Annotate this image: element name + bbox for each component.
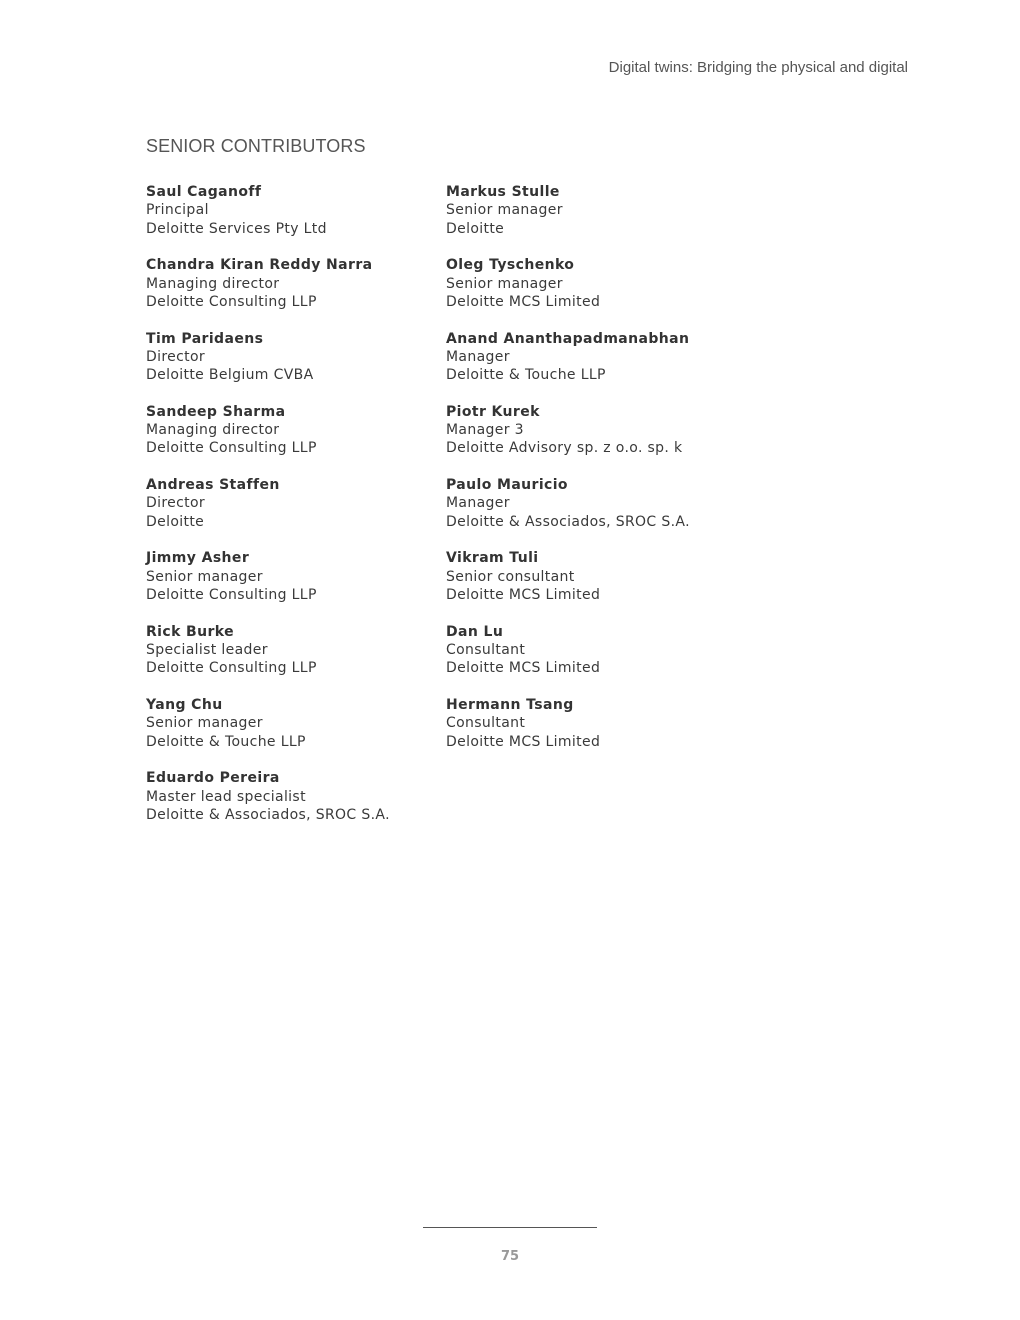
contributor-name: Andreas Staffen — [146, 477, 280, 494]
contributor-entry — [446, 256, 766, 329]
contributor-organization: Deloitte MCS Limited — [446, 660, 601, 677]
contributor-organization: Deloitte Belgium CVBA — [146, 367, 314, 384]
contributor-name: Yang Chu — [146, 697, 223, 714]
contributor-entry — [446, 183, 766, 256]
contributor-organization: Deloitte & Associados, SROC S.A. — [446, 513, 690, 530]
contributor-name: Eduardo Pereira — [146, 770, 280, 787]
contributor-name: Oleg Tyschenko — [446, 257, 575, 274]
contributor-name: Rick Burke — [146, 623, 235, 640]
contributor-organization: Deloitte MCS Limited — [446, 733, 601, 750]
contributor-entry — [446, 696, 766, 769]
contributor-name: Anand Ananthapadmanabhan — [446, 330, 690, 347]
contributor-entry — [146, 403, 436, 476]
contributor-organization: Deloitte Consulting LLP — [146, 440, 317, 457]
page-number: 75 — [500, 1249, 520, 1264]
contributor-role: Managing director — [146, 422, 280, 439]
section-title: SENIOR CONTRIBUTORS — [146, 136, 366, 156]
contributor-entry — [446, 549, 766, 622]
contributor-role: Managing director — [146, 275, 280, 292]
contributor-role: Senior manager — [446, 275, 563, 292]
contributor-entry — [446, 476, 766, 549]
contributor-name: Dan Lu — [446, 623, 504, 640]
contributor-entry — [446, 403, 766, 476]
contributor-role: Senior manager — [146, 568, 263, 585]
contributor-entry — [146, 476, 436, 549]
contributor-role: Manager — [446, 495, 510, 512]
contributor-name: Markus Stulle — [446, 184, 560, 200]
contributor-role: Consultant — [446, 715, 526, 732]
contributor-role: Master lead specialist — [146, 788, 306, 805]
contributor-entry — [446, 330, 766, 403]
contributor-role: Manager 3 — [446, 422, 524, 439]
contributor-name: Hermann Tsang — [446, 697, 574, 714]
contributor-organization: Deloitte Consulting LLP — [146, 293, 317, 310]
contributor-role: Senior consultant — [446, 568, 575, 585]
contributor-entry — [146, 256, 436, 329]
contributor-name: Piotr Kurek — [446, 403, 540, 420]
contributor-organization: Deloitte MCS Limited — [446, 293, 601, 310]
contributor-entry — [146, 696, 436, 769]
contributor-role: Senior manager — [146, 715, 263, 732]
contributor-organization: Deloitte — [446, 220, 505, 237]
contributor-organization: Deloitte Advisory sp. z o.o. sp. k — [446, 440, 683, 457]
contributor-role: Consultant — [446, 642, 526, 659]
contributors-right-column — [446, 183, 766, 769]
contributor-name: Paulo Mauricio — [446, 477, 568, 494]
contributor-role: Director — [146, 348, 206, 365]
contributor-role: Principal — [146, 202, 209, 219]
contributor-entry — [146, 183, 436, 256]
contributor-name: Sandeep Sharma — [146, 403, 286, 420]
contributor-entry — [146, 769, 436, 842]
running-header: Digital twins: Bridging the physical and digital — [608, 59, 908, 76]
contributor-role: Specialist leader — [146, 642, 268, 659]
contributor-name: Vikram Tuli — [446, 550, 539, 567]
contributor-organization: Deloitte & Touche LLP — [446, 367, 606, 384]
contributor-entry — [446, 623, 766, 696]
contributor-role: Senior manager — [446, 202, 563, 219]
contributor-organization: Deloitte MCS Limited — [446, 587, 601, 604]
contributor-organization: Deloitte & Associados, SROC S.A. — [146, 806, 390, 823]
footer-divider — [423, 1227, 597, 1228]
contributor-role: Manager — [446, 348, 510, 365]
contributor-organization: Deloitte Consulting LLP — [146, 587, 317, 604]
contributors-left-column — [146, 183, 436, 843]
contributor-name: Saul Caganoff — [146, 184, 262, 200]
contributor-organization: Deloitte & Touche LLP — [146, 733, 306, 750]
contributor-name: Tim Paridaens — [146, 330, 264, 347]
contributor-role: Director — [146, 495, 206, 512]
contributor-entry — [146, 623, 436, 696]
contributor-organization: Deloitte Consulting LLP — [146, 660, 317, 677]
contributor-organization: Deloitte — [146, 513, 205, 530]
contributor-name: Chandra Kiran Reddy Narra — [146, 257, 373, 274]
contributor-organization: Deloitte Services Pty Ltd — [146, 220, 327, 237]
contributor-entry — [146, 549, 436, 622]
contributor-name: Jimmy Asher — [146, 550, 250, 567]
contributor-entry — [146, 330, 436, 403]
